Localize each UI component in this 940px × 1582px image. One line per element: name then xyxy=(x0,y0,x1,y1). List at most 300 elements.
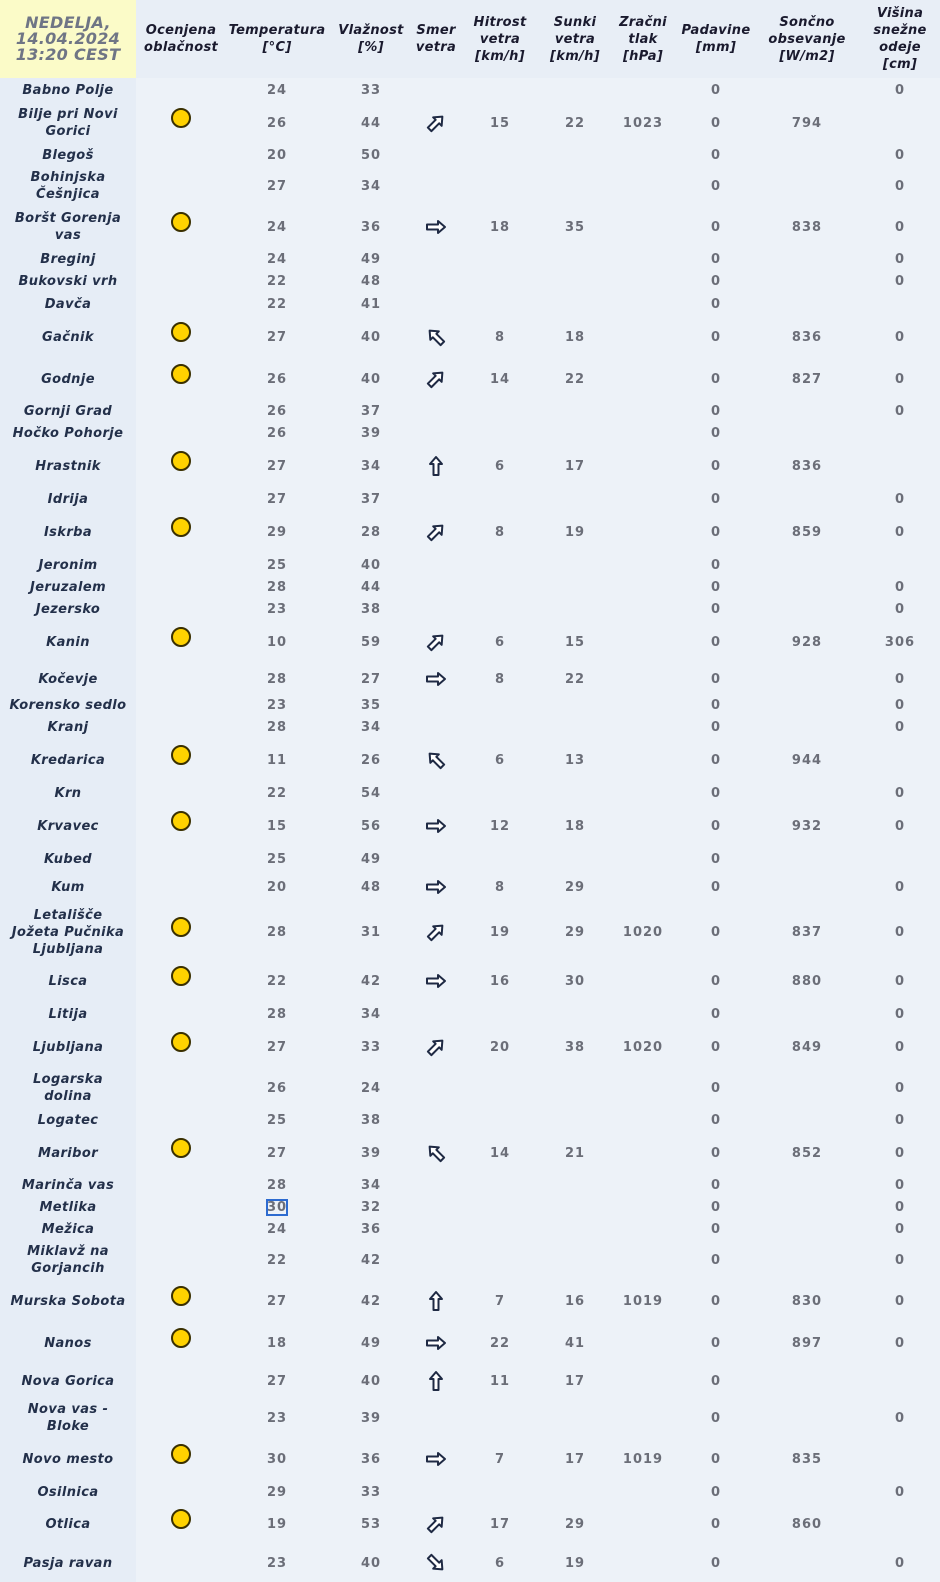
wind-gust-cell xyxy=(542,1364,608,1398)
wind-direction-cell xyxy=(414,144,458,166)
sun-icon xyxy=(171,451,191,471)
snow-depth-cell xyxy=(860,444,940,488)
station-name[interactable]: Letališče Jožeta Pučnika Ljubljana xyxy=(0,904,136,960)
wind-gust-value: 15 xyxy=(564,634,586,650)
pressure-cell xyxy=(608,904,678,960)
col-wind-dir-header[interactable]: Smer vetra xyxy=(414,0,458,78)
table-row[interactable] xyxy=(0,206,940,248)
snow-depth-cell xyxy=(860,270,940,292)
wind-gust-cell xyxy=(542,960,608,1002)
humidity-cell xyxy=(328,510,414,554)
precipitation-cell xyxy=(678,78,754,102)
solar-cell xyxy=(754,1002,860,1026)
station-name[interactable]: Gačnik xyxy=(0,316,136,358)
table-row[interactable] xyxy=(0,1108,940,1132)
temperature-value: 22 xyxy=(266,785,288,801)
table-row[interactable] xyxy=(0,78,940,102)
table-row[interactable] xyxy=(0,904,940,960)
station-name[interactable]: Blegoš xyxy=(0,144,136,166)
pressure-cell xyxy=(608,358,678,400)
sun-icon xyxy=(171,1032,191,1052)
pressure-cell xyxy=(608,1322,678,1364)
humidity-value: 36 xyxy=(360,1451,382,1467)
table-row[interactable] xyxy=(0,716,940,738)
table-row[interactable] xyxy=(0,1026,940,1068)
table-row[interactable] xyxy=(0,598,940,620)
solar-cell xyxy=(754,694,860,716)
wind-gust-value: 17 xyxy=(564,458,586,474)
wind-gust-cell xyxy=(542,1322,608,1364)
pressure-cell xyxy=(608,1364,678,1398)
table-row[interactable] xyxy=(0,738,940,782)
humidity-value: 36 xyxy=(360,219,382,235)
temperature-cell xyxy=(226,144,328,166)
snow-depth-cell xyxy=(860,694,940,716)
pressure-cell xyxy=(608,576,678,598)
wind-direction-cell xyxy=(414,488,458,510)
table-row[interactable] xyxy=(0,316,940,358)
table-row[interactable] xyxy=(0,1480,940,1504)
temperature-value: 26 xyxy=(266,371,288,387)
wind-gust-cell xyxy=(542,870,608,904)
station-name[interactable]: Bilje pri Novi Gorici xyxy=(0,102,136,144)
station-name[interactable]: Jezersko xyxy=(0,598,136,620)
cloudiness-cell xyxy=(136,510,226,554)
sun-icon xyxy=(171,627,191,647)
humidity-value: 44 xyxy=(360,579,382,595)
wind-gust-cell xyxy=(542,576,608,598)
station-name[interactable]: Otlica xyxy=(0,1504,136,1544)
solar-cell xyxy=(754,960,860,1002)
temperature-cell xyxy=(226,848,328,870)
station-name[interactable]: Kubed xyxy=(0,848,136,870)
temperature-cell xyxy=(226,1322,328,1364)
wind-direction-cell xyxy=(414,166,458,206)
cloudiness-cell xyxy=(136,598,226,620)
wind-gust-value: 16 xyxy=(564,1293,586,1309)
table-row[interactable] xyxy=(0,292,940,316)
table-row[interactable] xyxy=(0,1364,940,1398)
station-name[interactable]: Marinča vas xyxy=(0,1174,136,1196)
wind-arrow-icon xyxy=(425,1513,447,1535)
wind-speed-cell xyxy=(458,358,542,400)
pressure-cell xyxy=(608,1544,678,1582)
wind-arrow-icon xyxy=(425,521,447,543)
snow-depth-cell xyxy=(860,144,940,166)
temperature-cell xyxy=(226,270,328,292)
precipitation-value: 0 xyxy=(710,557,722,573)
humidity-cell xyxy=(328,960,414,1002)
solar-cell xyxy=(754,206,860,248)
wind-speed-cell xyxy=(458,1026,542,1068)
station-name[interactable]: Kredarica xyxy=(0,738,136,782)
wind-speed-cell xyxy=(458,598,542,620)
station-name[interactable]: Bohinjska Češnjica xyxy=(0,166,136,206)
station-name[interactable]: Maribor xyxy=(0,1132,136,1174)
wind-speed-value: 14 xyxy=(489,1145,511,1161)
table-row[interactable] xyxy=(0,1438,940,1480)
station-name[interactable]: Osilnica xyxy=(0,1480,136,1504)
sun-icon xyxy=(171,917,191,937)
humidity-cell xyxy=(328,166,414,206)
temperature-value: 18 xyxy=(266,1335,288,1351)
snow-depth-value: 0 xyxy=(894,1252,906,1268)
solar-value: 932 xyxy=(791,818,823,834)
humidity-value: 48 xyxy=(360,879,382,895)
precipitation-cell xyxy=(678,554,754,576)
precipitation-value: 0 xyxy=(710,634,722,650)
pressure-cell xyxy=(608,1026,678,1068)
snow-depth-value: 0 xyxy=(894,1080,906,1096)
station-name[interactable]: Lisca xyxy=(0,960,136,1002)
precipitation-value: 0 xyxy=(710,1080,722,1096)
station-name[interactable]: Kanin xyxy=(0,620,136,664)
solar-cell xyxy=(754,488,860,510)
table-row[interactable] xyxy=(0,1280,940,1322)
snow-depth-cell xyxy=(860,248,940,270)
station-name[interactable]: Idrija xyxy=(0,488,136,510)
precipitation-value: 0 xyxy=(710,458,722,474)
snow-depth-cell xyxy=(860,598,940,620)
solar-value: 880 xyxy=(791,973,823,989)
wind-gust-cell xyxy=(542,716,608,738)
col-humidity-header[interactable]: Vlažnost [%] xyxy=(328,0,414,78)
col-precip-header[interactable]: Padavine [mm] xyxy=(678,0,754,78)
temperature-cell xyxy=(226,510,328,554)
table-row[interactable] xyxy=(0,1196,940,1218)
wind-gust-cell xyxy=(542,102,608,144)
table-row[interactable] xyxy=(0,1504,940,1544)
humidity-cell xyxy=(328,782,414,804)
cloudiness-cell xyxy=(136,1132,226,1174)
table-row[interactable] xyxy=(0,848,940,870)
table-row[interactable] xyxy=(0,1240,940,1280)
station-name[interactable]: Krn xyxy=(0,782,136,804)
station-name[interactable]: Murska Sobota xyxy=(0,1280,136,1322)
wind-speed-value: 19 xyxy=(489,924,511,940)
solar-cell xyxy=(754,738,860,782)
snow-depth-value: 0 xyxy=(894,1221,906,1237)
sun-icon xyxy=(171,108,191,128)
station-name[interactable]: Miklavž na Gorjancih xyxy=(0,1240,136,1280)
table-row[interactable] xyxy=(0,510,940,554)
temperature-cell xyxy=(226,1218,328,1240)
humidity-value: 33 xyxy=(360,1039,382,1055)
pressure-cell xyxy=(608,248,678,270)
wind-speed-cell xyxy=(458,1438,542,1480)
temperature-cell xyxy=(226,1480,328,1504)
col-gusts-header[interactable]: Sunki vetra [km/h] xyxy=(542,0,608,78)
station-name[interactable]: Breginj xyxy=(0,248,136,270)
pressure-value: 1020 xyxy=(622,1039,664,1055)
precipitation-cell xyxy=(678,444,754,488)
cloudiness-cell xyxy=(136,1002,226,1026)
table-row[interactable] xyxy=(0,166,940,206)
precipitation-value: 0 xyxy=(710,719,722,735)
snow-depth-cell xyxy=(860,782,940,804)
table-row[interactable] xyxy=(0,694,940,716)
precipitation-cell xyxy=(678,166,754,206)
temperature-cell xyxy=(226,1174,328,1196)
table-row[interactable] xyxy=(0,620,940,664)
col-snow-header[interactable]: Višina snežne odeje [cm] xyxy=(860,0,940,78)
station-name[interactable]: Nanos xyxy=(0,1322,136,1364)
snow-depth-value: 0 xyxy=(894,785,906,801)
solar-value: 859 xyxy=(791,524,823,540)
pressure-cell xyxy=(608,1218,678,1240)
sun-icon xyxy=(171,1328,191,1348)
wind-speed-cell xyxy=(458,1364,542,1398)
pressure-cell xyxy=(608,1504,678,1544)
wind-gust-cell xyxy=(542,316,608,358)
station-name[interactable]: Godnje xyxy=(0,358,136,400)
wind-speed-cell xyxy=(458,1002,542,1026)
station-name[interactable]: Kum xyxy=(0,870,136,904)
precipitation-value: 0 xyxy=(710,1484,722,1500)
table-row[interactable] xyxy=(0,1132,940,1174)
station-name[interactable]: Iskrba xyxy=(0,510,136,554)
snow-depth-value: 0 xyxy=(894,719,906,735)
wind-speed-value: 8 xyxy=(494,524,506,540)
station-name[interactable]: Ljubljana xyxy=(0,1026,136,1068)
snow-depth-cell xyxy=(860,1438,940,1480)
snow-depth-cell xyxy=(860,166,940,206)
table-row[interactable] xyxy=(0,1544,940,1582)
humidity-value: 32 xyxy=(360,1199,382,1215)
station-name[interactable]: Mežica xyxy=(0,1218,136,1240)
solar-cell xyxy=(754,144,860,166)
table-row[interactable] xyxy=(0,102,940,144)
temperature-cell xyxy=(226,1240,328,1280)
temperature-value: 20 xyxy=(266,147,288,163)
wind-direction-cell xyxy=(414,1174,458,1196)
wind-direction-cell xyxy=(414,598,458,620)
table-row[interactable] xyxy=(0,1218,940,1240)
table-row[interactable] xyxy=(0,248,940,270)
wind-gust-cell xyxy=(542,1068,608,1108)
wind-arrow-icon xyxy=(425,455,447,477)
wind-direction-cell xyxy=(414,738,458,782)
station-name[interactable]: Nova vas - Bloke xyxy=(0,1398,136,1438)
wind-speed-value: 6 xyxy=(494,752,506,768)
station-name[interactable]: Davča xyxy=(0,292,136,316)
solar-cell xyxy=(754,1544,860,1582)
pressure-cell xyxy=(608,400,678,422)
col-cloud-header[interactable]: Ocenjena oblačnost xyxy=(136,0,226,78)
wind-speed-value: 22 xyxy=(489,1335,511,1351)
col-temp-header[interactable]: Temperatura [°C] xyxy=(226,0,328,78)
precipitation-cell xyxy=(678,400,754,422)
cloudiness-cell xyxy=(136,1218,226,1240)
wind-gust-cell xyxy=(542,206,608,248)
snow-depth-value: 0 xyxy=(894,329,906,345)
table-row[interactable] xyxy=(0,576,940,598)
temperature-value: 23 xyxy=(266,697,288,713)
station-name[interactable]: Boršt Gorenja vas xyxy=(0,206,136,248)
cloudiness-cell xyxy=(136,664,226,694)
wind-speed-cell xyxy=(458,1068,542,1108)
precipitation-value: 0 xyxy=(710,371,722,387)
station-name[interactable]: Gornji Grad xyxy=(0,400,136,422)
wind-speed-cell xyxy=(458,848,542,870)
snow-depth-value: 0 xyxy=(894,879,906,895)
wind-gust-cell xyxy=(542,248,608,270)
temperature-value: 24 xyxy=(266,82,288,98)
station-name[interactable]: Jeronim xyxy=(0,554,136,576)
table-row[interactable] xyxy=(0,870,940,904)
wind-direction-cell xyxy=(414,358,458,400)
station-name[interactable]: Pasja ravan xyxy=(0,1544,136,1582)
pressure-value: 1019 xyxy=(622,1451,664,1467)
precipitation-value: 0 xyxy=(710,1555,722,1571)
temperature-cell xyxy=(226,1002,328,1026)
station-name[interactable]: Litija xyxy=(0,1002,136,1026)
wind-direction-cell xyxy=(414,1398,458,1438)
wind-gust-value: 29 xyxy=(564,1516,586,1532)
station-name[interactable]: Logarska dolina xyxy=(0,1068,136,1108)
solar-cell xyxy=(754,576,860,598)
wind-speed-cell xyxy=(458,1322,542,1364)
temperature-value: 27 xyxy=(266,458,288,474)
pressure-cell xyxy=(608,620,678,664)
humidity-cell xyxy=(328,1364,414,1398)
snow-depth-cell xyxy=(860,1504,940,1544)
humidity-cell xyxy=(328,102,414,144)
wind-direction-cell xyxy=(414,1280,458,1322)
snow-depth-value: 0 xyxy=(894,1039,906,1055)
temperature-cell xyxy=(226,870,328,904)
table-row[interactable] xyxy=(0,444,940,488)
solar-cell xyxy=(754,1280,860,1322)
table-row[interactable] xyxy=(0,782,940,804)
station-name[interactable]: Jeruzalem xyxy=(0,576,136,598)
precipitation-value: 0 xyxy=(710,1516,722,1532)
temperature-value: 20 xyxy=(266,879,288,895)
temperature-value: 25 xyxy=(266,1112,288,1128)
pressure-cell xyxy=(608,960,678,1002)
table-row[interactable] xyxy=(0,664,940,694)
pressure-cell xyxy=(608,598,678,620)
wind-gust-cell xyxy=(542,144,608,166)
station-name[interactable]: Krvavec xyxy=(0,804,136,848)
station-name[interactable]: Bukovski vrh xyxy=(0,270,136,292)
humidity-cell xyxy=(328,716,414,738)
table-row[interactable] xyxy=(0,554,940,576)
wind-direction-cell xyxy=(414,1002,458,1026)
table-body xyxy=(0,78,940,1582)
pressure-cell xyxy=(608,510,678,554)
wind-speed-cell xyxy=(458,78,542,102)
date-header: NEDELJA, 14.04.2024 13:20 CEST xyxy=(0,0,136,78)
temperature-cell xyxy=(226,1398,328,1438)
precipitation-cell xyxy=(678,598,754,620)
pressure-cell xyxy=(608,422,678,444)
table-row[interactable] xyxy=(0,488,940,510)
humidity-cell xyxy=(328,1218,414,1240)
table-row[interactable] xyxy=(0,1398,940,1438)
table-row[interactable] xyxy=(0,1322,940,1364)
cloudiness-cell xyxy=(136,1108,226,1132)
solar-value: 838 xyxy=(791,219,823,235)
station-name[interactable]: Logatec xyxy=(0,1108,136,1132)
station-name[interactable]: Hočko Pohorje xyxy=(0,422,136,444)
wind-gust-cell xyxy=(542,1026,608,1068)
wind-gust-value: 17 xyxy=(564,1451,586,1467)
solar-cell xyxy=(754,1174,860,1196)
wind-gust-cell xyxy=(542,400,608,422)
wind-speed-cell xyxy=(458,400,542,422)
precipitation-value: 0 xyxy=(710,425,722,441)
cloudiness-cell xyxy=(136,78,226,102)
pressure-cell xyxy=(608,78,678,102)
table-row[interactable] xyxy=(0,358,940,400)
col-solar-header[interactable]: Sončno obsevanje [W/m2] xyxy=(754,0,860,78)
cloudiness-cell xyxy=(136,270,226,292)
table-row[interactable] xyxy=(0,960,940,1002)
table-row[interactable] xyxy=(0,144,940,166)
temperature-cell xyxy=(226,358,328,400)
cloudiness-cell xyxy=(136,206,226,248)
temperature-cell xyxy=(226,804,328,848)
table-row[interactable] xyxy=(0,422,940,444)
col-pressure-header[interactable]: Zračni tlak [hPa] xyxy=(608,0,678,78)
wind-gust-value: 13 xyxy=(564,752,586,768)
station-name[interactable]: Babno Polje xyxy=(0,78,136,102)
col-wind-speed-header[interactable]: Hitrost vetra [km/h] xyxy=(458,0,542,78)
snow-depth-value: 0 xyxy=(894,1112,906,1128)
precipitation-value: 0 xyxy=(710,1335,722,1351)
humidity-value: 41 xyxy=(360,296,382,312)
station-name[interactable]: Nova Gorica xyxy=(0,1364,136,1398)
precipitation-cell xyxy=(678,488,754,510)
wind-speed-cell xyxy=(458,316,542,358)
wind-speed-cell xyxy=(458,206,542,248)
wind-arrow-icon xyxy=(425,368,447,390)
humidity-cell xyxy=(328,1240,414,1280)
wind-direction-cell xyxy=(414,292,458,316)
table-row[interactable] xyxy=(0,1174,940,1196)
sun-icon xyxy=(171,517,191,537)
humidity-cell xyxy=(328,576,414,598)
humidity-value: 28 xyxy=(360,524,382,540)
table-row[interactable] xyxy=(0,1002,940,1026)
table-row[interactable] xyxy=(0,400,940,422)
wind-speed-cell xyxy=(458,1280,542,1322)
table-row[interactable] xyxy=(0,270,940,292)
solar-value: 944 xyxy=(791,752,823,768)
pressure-cell xyxy=(608,1438,678,1480)
table-row[interactable] xyxy=(0,1068,940,1108)
wind-direction-cell xyxy=(414,1132,458,1174)
station-name[interactable]: Novo mesto xyxy=(0,1438,136,1480)
pressure-cell xyxy=(608,870,678,904)
station-name[interactable]: Kranj xyxy=(0,716,136,738)
wind-gust-cell xyxy=(542,1002,608,1026)
wind-speed-value: 17 xyxy=(489,1516,511,1532)
station-name[interactable]: Metlika xyxy=(0,1196,136,1218)
pressure-cell xyxy=(608,1480,678,1504)
station-name[interactable]: Korensko sedlo xyxy=(0,694,136,716)
snow-depth-cell xyxy=(860,1132,940,1174)
station-name[interactable]: Kočevje xyxy=(0,664,136,694)
wind-direction-cell xyxy=(414,904,458,960)
table-row[interactable] xyxy=(0,804,940,848)
wind-speed-cell xyxy=(458,620,542,664)
station-name[interactable]: Hrastnik xyxy=(0,444,136,488)
wind-gust-cell xyxy=(542,1240,608,1280)
humidity-value: 34 xyxy=(360,458,382,474)
precipitation-cell xyxy=(678,1398,754,1438)
